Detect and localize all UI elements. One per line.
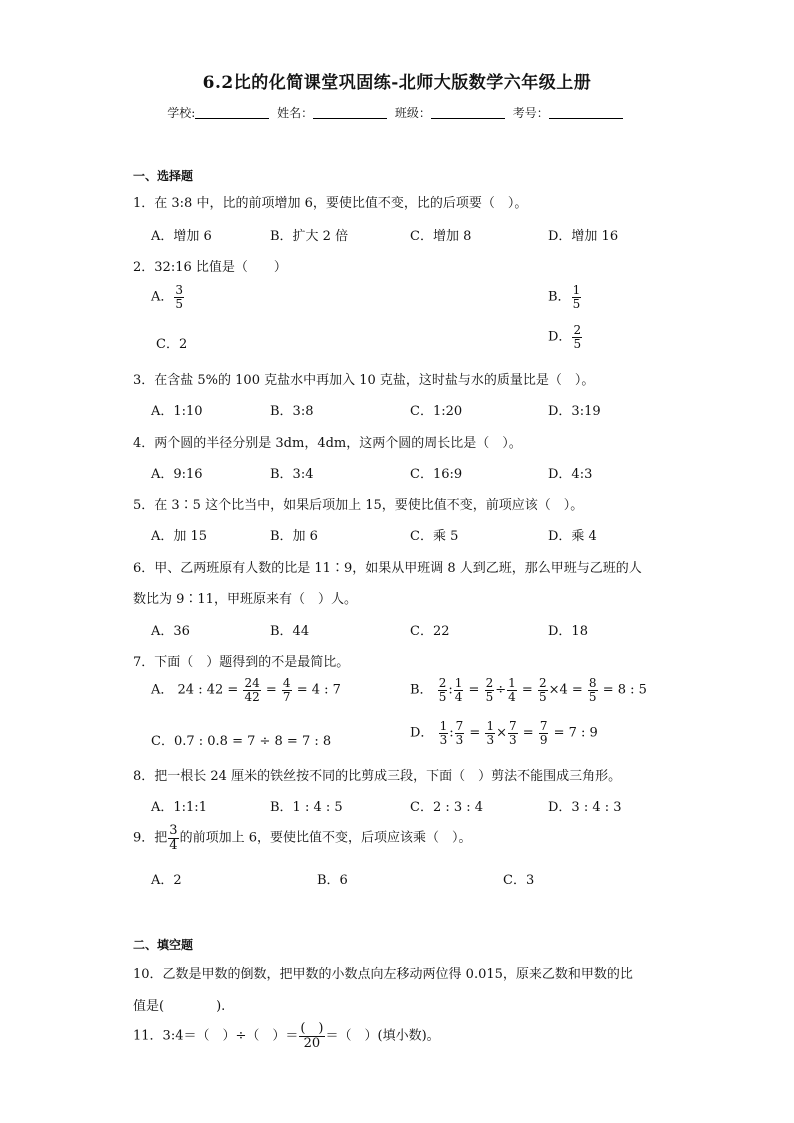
q9-option-a[interactable]: A．2 bbox=[151, 873, 182, 888]
question-10-text-line2: 值是( ). bbox=[133, 999, 226, 1014]
q3-option-b[interactable]: B．3:8 bbox=[270, 404, 314, 419]
q4-option-b[interactable]: B．3:4 bbox=[270, 467, 314, 482]
q3-option-a[interactable]: A．1:10 bbox=[151, 404, 203, 419]
question-10-text-line1: 10．乙数是甲数的倒数，把甲数的小数点向左移动两位得 0.015，原来乙数和甲数的比 bbox=[133, 967, 633, 982]
question-9-text bbox=[133, 824, 471, 852]
page-title: 6.2比的化简课堂巩固练-北师大版数学六年级上册 bbox=[202, 73, 592, 93]
q1-option-c[interactable]: C．增加 8 bbox=[410, 229, 472, 244]
q2-option-b-fraction: $\frac{1}{5}$ bbox=[572, 283, 581, 311]
q7-option-b[interactable] bbox=[410, 677, 647, 703]
q2-option-c[interactable]: C．2 bbox=[156, 337, 188, 352]
class-label: 班级： bbox=[394, 106, 431, 120]
q4-option-a[interactable]: A．9:16 bbox=[151, 467, 203, 482]
class-blank[interactable] bbox=[431, 106, 505, 119]
q6-option-c[interactable]: C．22 bbox=[410, 624, 450, 639]
question-1-text: 1．在 3:8 中，比的前项增加 6，要使比值不变，比的后项要（ ）。 bbox=[133, 196, 528, 211]
q7-b-result: = 8 : 5 bbox=[602, 682, 647, 698]
q11-suffix: ＝（ ）(填小数)。 bbox=[325, 1028, 440, 1044]
question-6-text-line2: 数比为 9∶11，甲班原来有（ ）人。 bbox=[133, 592, 357, 607]
q3-option-d[interactable]: D．3:19 bbox=[548, 404, 601, 419]
q2-option-d-fraction: $\frac{2}{5}$ bbox=[573, 323, 582, 351]
q7-option-c[interactable]: C．0.7 : 0.8 = 7 ÷ 8 = 7 : 8 bbox=[151, 734, 332, 749]
q9-option-c[interactable]: C．3 bbox=[503, 873, 535, 888]
q5-option-b[interactable]: B．加 6 bbox=[270, 529, 318, 544]
question-8-text: 8．把一根长 24 厘米的铁丝按不同的比剪成三段，下面（ ）剪法不能围成三角形。 bbox=[133, 769, 622, 784]
q7-a-equals: = bbox=[265, 682, 277, 698]
q7-d-result: = 7 : 9 bbox=[553, 725, 598, 741]
q9-suffix: 的前项加上 6，要使比值不变，后项应该乘（ ）。 bbox=[179, 830, 472, 846]
q7-b-fraction-5: $\frac{2}{5}$ bbox=[538, 676, 547, 704]
q7-b-colon: : bbox=[448, 682, 453, 698]
question-3-text: 3．在含盐 5%的 100 克盐水中再加入 10 克盐，这时盐与水的质量比是（ ）。 bbox=[133, 373, 595, 388]
q2-option-b[interactable] bbox=[548, 284, 582, 310]
q7-b-fraction-4: $\frac{1}{4}$ bbox=[508, 676, 516, 704]
q7-b-fraction-1: $\frac{2}{5}$ bbox=[438, 676, 447, 704]
q7-a-fraction-2: $\frac{4}{7}$ bbox=[282, 676, 291, 704]
q7-d-fraction-5: $\frac{7}{9}$ bbox=[539, 719, 548, 747]
q2-option-d[interactable] bbox=[548, 324, 583, 350]
q1-option-a[interactable]: A．增加 6 bbox=[151, 229, 212, 244]
q7-d-colon: : bbox=[449, 725, 454, 741]
q6-option-d[interactable]: D．18 bbox=[548, 624, 588, 639]
exam-no-blank[interactable] bbox=[549, 106, 623, 119]
q9-fraction: $\frac{3}{4}$ bbox=[169, 823, 178, 853]
q9-option-b[interactable]: B．6 bbox=[317, 873, 348, 888]
q7-d-equals-1: = bbox=[469, 725, 481, 741]
q8-option-d[interactable]: D．3 : 4 : 3 bbox=[548, 800, 622, 815]
section-fill-heading: 二、填空题 bbox=[133, 938, 194, 952]
name-blank[interactable] bbox=[313, 106, 387, 119]
q3-option-c[interactable]: C．1:20 bbox=[410, 404, 463, 419]
q7-d-fraction-2: $\frac{7}{3}$ bbox=[455, 719, 464, 747]
q7-option-a[interactable] bbox=[151, 677, 341, 703]
question-2-text: 2．32:16 比值是（ ） bbox=[133, 260, 287, 275]
q7-d-fraction-3: $\frac{1}{3}$ bbox=[486, 719, 495, 747]
q5-option-a[interactable]: A．加 15 bbox=[151, 529, 208, 544]
q11-fraction: $\frac{( )}{20}$ bbox=[300, 1021, 324, 1051]
q7-d-equals-2: = bbox=[522, 725, 534, 741]
q4-option-d[interactable]: D．4:3 bbox=[548, 467, 593, 482]
q7-b-fraction-2: $\frac{1}{4}$ bbox=[454, 676, 463, 704]
q6-option-b[interactable]: B．44 bbox=[270, 624, 310, 639]
q4-option-c[interactable]: C．16:9 bbox=[410, 467, 463, 482]
q7-option-a-ratio: 24 : 42 = bbox=[177, 682, 239, 698]
q2-option-a-fraction: $\frac{3}{5}$ bbox=[175, 283, 184, 311]
q7-a-fraction-1: $\frac{24}{42}$ bbox=[244, 676, 260, 704]
q9-prefix: 9．把 bbox=[133, 830, 168, 846]
q7-d-fraction-4: $\frac{7}{3}$ bbox=[508, 719, 517, 747]
school-blank[interactable] bbox=[195, 106, 269, 119]
school-label: 学校: bbox=[167, 106, 196, 120]
q7-d-times: × bbox=[496, 725, 507, 741]
question-11-text bbox=[133, 1022, 440, 1050]
question-5-text: 5．在 3∶5 这个比当中，如果后项加上 15，要使比值不变，前项应该（ ）。 bbox=[133, 498, 584, 513]
q7-a-result: = 4 : 7 bbox=[296, 682, 341, 698]
exam-no-label: 考号： bbox=[512, 106, 549, 120]
q2-option-a[interactable] bbox=[151, 284, 185, 310]
q2-option-b-label: B． bbox=[548, 289, 571, 305]
question-6-text-line1: 6．甲、乙两班原有人数的比是 11∶9，如果从甲班调 8 人到乙班，那么甲班与乙班的人 bbox=[133, 561, 642, 576]
q7-b-equals-1: = bbox=[468, 682, 480, 698]
question-4-text: 4．两个圆的半径分别是 3dm，4dm，这两个圆的周长比是（ ）。 bbox=[133, 436, 522, 451]
q6-option-a[interactable]: A．36 bbox=[151, 624, 190, 639]
q8-option-c[interactable]: C．2 : 3 : 4 bbox=[410, 800, 484, 815]
q7-option-d[interactable] bbox=[410, 720, 598, 746]
q8-option-a[interactable]: A．1:1:1 bbox=[151, 800, 207, 815]
q11-prefix: 11．3:4＝（ ）÷（ ）＝ bbox=[133, 1028, 299, 1044]
q7-d-fraction-1: $\frac{1}{3}$ bbox=[439, 719, 448, 747]
student-info-line bbox=[0, 104, 794, 121]
q5-option-c[interactable]: C．乘 5 bbox=[410, 529, 459, 544]
q8-option-b[interactable]: B．1 : 4 : 5 bbox=[270, 800, 343, 815]
q2-option-d-label: D． bbox=[548, 329, 572, 345]
question-7-text: 7．下面（ ）题得到的不是最简比。 bbox=[133, 655, 350, 670]
q2-option-a-label: A． bbox=[151, 289, 174, 305]
q7-b-fraction-6: $\frac{8}{5}$ bbox=[588, 676, 597, 704]
q7-b-divide: ÷ bbox=[495, 682, 507, 698]
section-choice-heading: 一、选择题 bbox=[133, 169, 194, 183]
q7-option-d-label: D． bbox=[410, 725, 434, 741]
name-label: 姓名： bbox=[277, 106, 314, 120]
q7-b-equals-2: = bbox=[521, 682, 533, 698]
q7-option-a-label: A． bbox=[151, 682, 174, 698]
q7-b-fraction-3: $\frac{2}{5}$ bbox=[485, 676, 494, 704]
q5-option-d[interactable]: D．乘 4 bbox=[548, 529, 597, 544]
q1-option-d[interactable]: D．增加 16 bbox=[548, 229, 619, 244]
q1-option-b[interactable]: B．扩大 2 倍 bbox=[270, 229, 349, 244]
q7-option-b-label: B． bbox=[410, 682, 433, 698]
q7-b-times: ×4 = bbox=[548, 682, 583, 698]
